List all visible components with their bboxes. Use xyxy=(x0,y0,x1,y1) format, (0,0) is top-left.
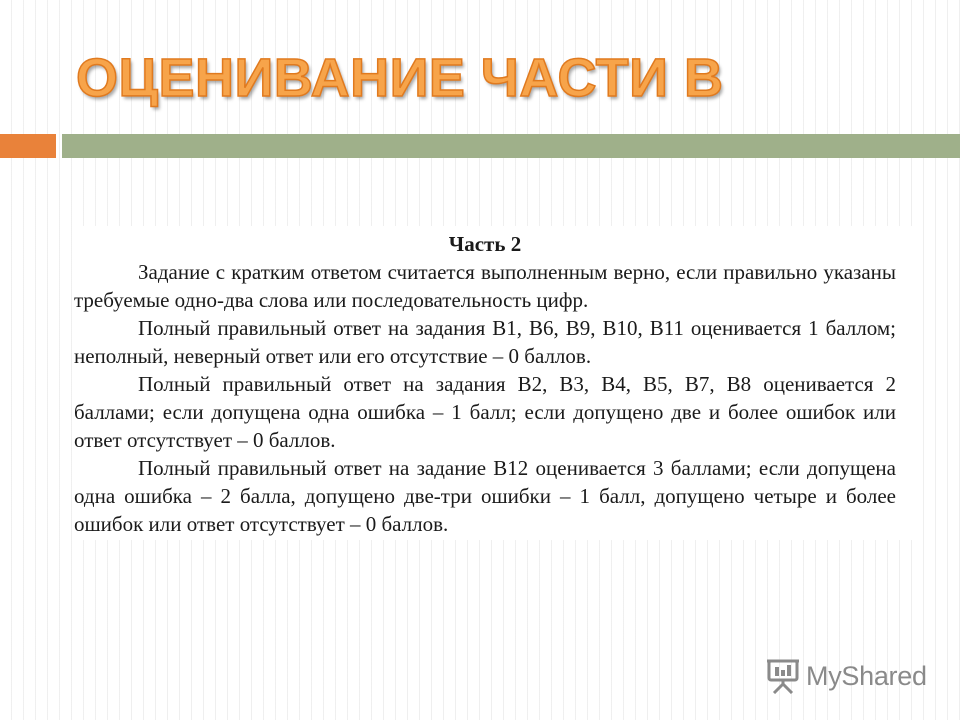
title-divider-bar xyxy=(62,134,960,158)
document-paragraph: Полный правильный ответ на задания В1, В6, В9, В10, В11 оценивается 1 баллом; неполный, неверный ответ или его отсутствие – 0 баллов. xyxy=(74,316,896,368)
title-accent-bar xyxy=(0,134,56,158)
document-paragraph: Полный правильный ответ на задания В2, В3, В4, В5, В7, В8 оценивается 2 баллами; если допущена одна ошибка – 1 балл; если допущено две и более ошибок или ответ отсутствует – 0 баллов. xyxy=(74,372,896,452)
document-heading: Часть 2 xyxy=(448,232,522,256)
watermark-logo xyxy=(766,656,927,696)
document-excerpt xyxy=(74,226,916,540)
document-paragraph: Задание с кратким ответом считается выполненным верно, если правильно указаны требуемые одно-два слова или последовательность цифр. xyxy=(74,260,896,312)
watermark-text: MyShared xyxy=(806,660,927,691)
slide-title: ОЦЕНИВАНИЕ ЧАСТИ В xyxy=(76,48,724,108)
document-paragraph: Полный правильный ответ на задание В12 оценивается 3 баллами; если допущена одна ошибка – 2 балла, допущено две-три ошибки – 1 балл, допущено четыре и более ошибок или ответ отсутствует – 0 баллов. xyxy=(74,456,896,536)
presentation-board-icon xyxy=(766,658,800,694)
